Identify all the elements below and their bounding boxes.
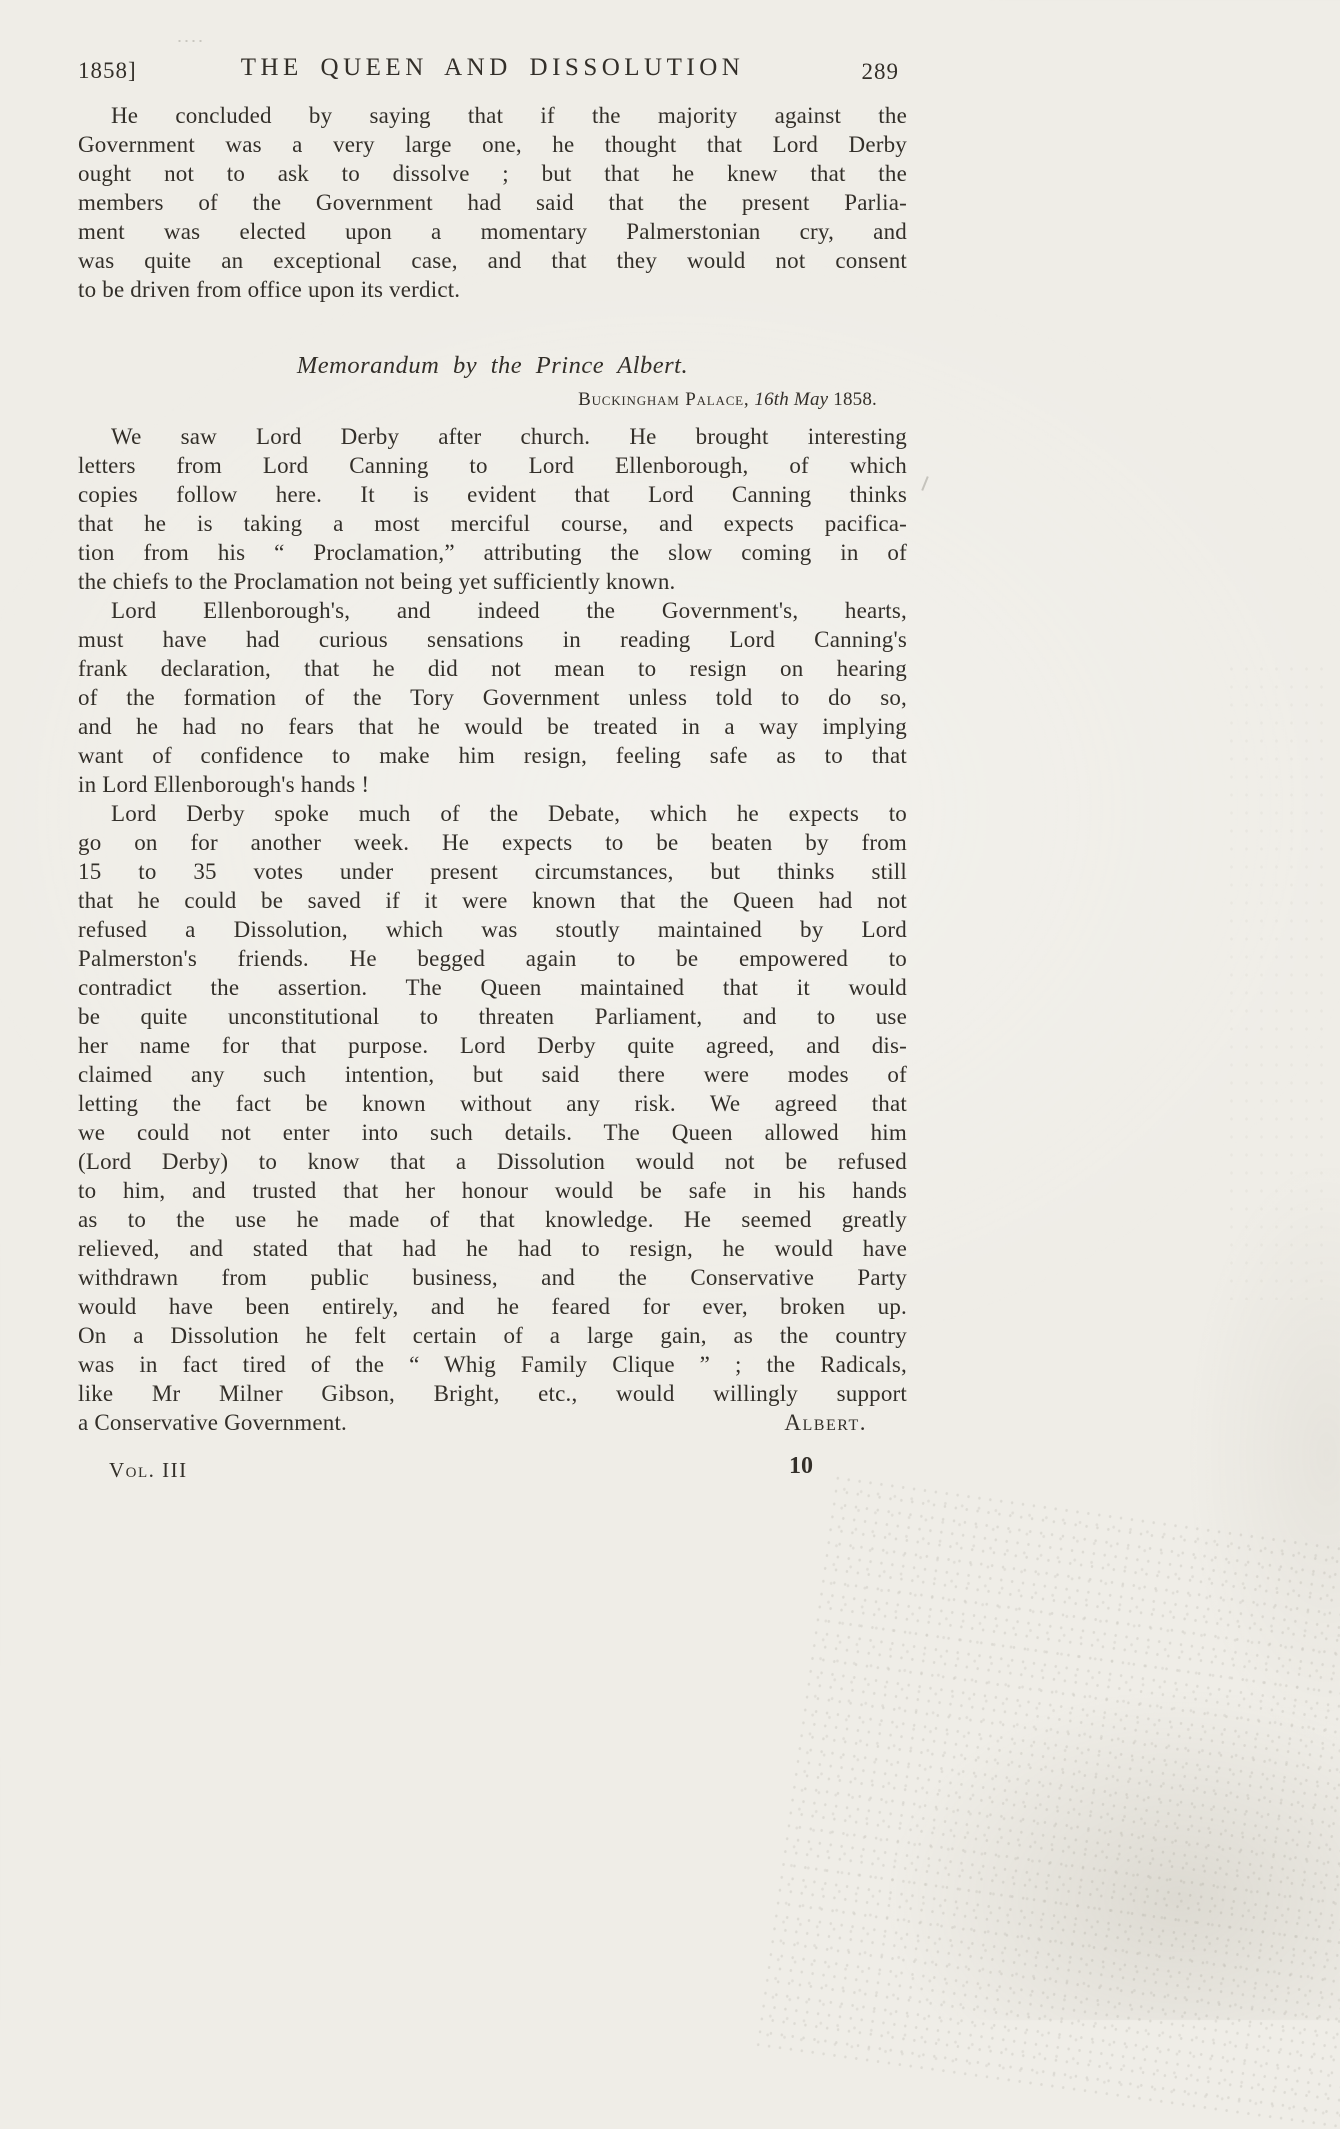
text-line: that he could be saved if it were known that the Queen had not [78, 888, 907, 913]
memo-paragraph-2 [78, 596, 907, 799]
text-line: letting the fact be known without any risk. We agreed that [78, 1091, 907, 1116]
text-line: must have had curious sensations in reading Lord Canning's [78, 627, 907, 652]
dateline [78, 388, 907, 412]
text-line: contradict the assertion. The Queen maintained that it would [78, 975, 907, 1000]
memo-signature: Albert. [784, 1410, 867, 1435]
text-line: members of the Government had said that the present Parlia- [78, 190, 907, 215]
text-line: would have been entirely, and he feared for ever, broken up. [78, 1294, 907, 1319]
text-line: want of confidence to make him resign, feeling safe as to that [78, 743, 907, 768]
header-year-label: 1858] [78, 58, 137, 83]
text-line: letters from Lord Canning to Lord Ellenborough, of which [78, 453, 907, 478]
paper-smudge [176, 38, 202, 44]
text-line: we could not enter into such details. The Queen allowed him [78, 1120, 907, 1145]
text-line: ought not to ask to dissolve ; but that he knew that the [78, 161, 907, 186]
text-line: a Conservative Government. [78, 1410, 347, 1435]
text-line: (Lord Derby) to know that a Dissolution would not be refused [78, 1149, 907, 1174]
text-line: withdrawn from public business, and the Conservative Party [78, 1265, 907, 1290]
text-line: ment was elected upon a momentary Palmerstonian cry, and [78, 219, 907, 244]
memorandum-heading: Memorandum by the Prince Albert. [296, 352, 689, 379]
text-line: and he had no fears that he would be treated in a way implying [78, 714, 907, 739]
pencil-mark [921, 476, 928, 491]
text-line: Lord Derby spoke much of the Debate, which he expects to [111, 801, 907, 826]
text-line: as to the use he made of that knowledge. He seemed greatly [78, 1207, 907, 1232]
memo-paragraph-3 [78, 799, 907, 1437]
memo-paragraph-1 [78, 422, 907, 596]
text-line: We saw Lord Derby after church. He brought interesting [111, 424, 907, 449]
text-line: go on for another week. He expects to be beaten by from [78, 830, 907, 855]
sheet-number: 10 [789, 1453, 813, 1479]
text-line: refused a Dissolution, which was stoutly maintained by Lord [78, 917, 907, 942]
dateline-place: Buckingham Palace, [578, 389, 750, 410]
text-line: Palmerston's friends. He begged again to be empowered to [78, 946, 907, 971]
text-line: claimed any such intention, but said there were modes of [78, 1062, 907, 1087]
page-number: 289 [861, 59, 899, 84]
text-line: copies follow here. It is evident that Lord Canning thinks [78, 482, 907, 507]
text-line: He concluded by saying that if the majority against the [111, 103, 907, 128]
dateline-date: 16th May [754, 389, 829, 410]
dateline-year: 1858. [833, 389, 877, 410]
text-line: tion from his “ Proclamation,” attributing the slow coming in of [78, 540, 907, 565]
text-line: of the formation of the Tory Government unless told to do so, [78, 685, 907, 710]
text-line: that he is taking a most merciful course, and expects pacifica- [78, 511, 907, 536]
paper-texture-speckle [753, 1471, 1340, 2129]
text-line: her name for that purpose. Lord Derby quite agreed, and dis- [78, 1033, 907, 1058]
running-title: THE QUEEN AND DISSOLUTION [240, 54, 745, 81]
text-line: was quite an exceptional case, and that they would not consent [78, 248, 907, 273]
page-footer [78, 1453, 907, 1489]
text-line: Government was a very large one, he thought that Lord Derby [78, 132, 907, 157]
text-line: to him, and trusted that her honour would be safe in his hands [78, 1178, 907, 1203]
text-line: On a Dissolution he felt certain of a large gain, as the country [78, 1323, 907, 1348]
paper-texture-edge [1224, 660, 1334, 1300]
text-line: to be driven from office upon its verdict. [78, 277, 461, 302]
text-line: relieved, and stated that had he had to resign, he would have [78, 1236, 907, 1261]
running-header [78, 54, 907, 90]
text-line: Lord Ellenborough's, and indeed the Government's, hearts, [111, 598, 907, 623]
text-line: be quite unconstitutional to threaten Parliament, and to use [78, 1004, 907, 1029]
text-line: in Lord Ellenborough's hands ! [78, 772, 370, 797]
volume-label: Vol. III [109, 1458, 188, 1482]
text-line: frank declaration, that he did not mean to resign on hearing [78, 656, 907, 681]
page-text-block [78, 54, 907, 1489]
text-line: was in fact tired of the “ Whig Family Clique ” ; the Radicals, [78, 1352, 907, 1377]
body-text [78, 101, 907, 1437]
text-line: 15 to 35 votes under present circumstances, but thinks still [78, 859, 907, 884]
intro-paragraph [78, 101, 907, 304]
text-line: like Mr Milner Gibson, Bright, etc., would willingly support [78, 1381, 907, 1406]
text-line: the chiefs to the Proclamation not being yet sufficiently known. [78, 569, 676, 594]
